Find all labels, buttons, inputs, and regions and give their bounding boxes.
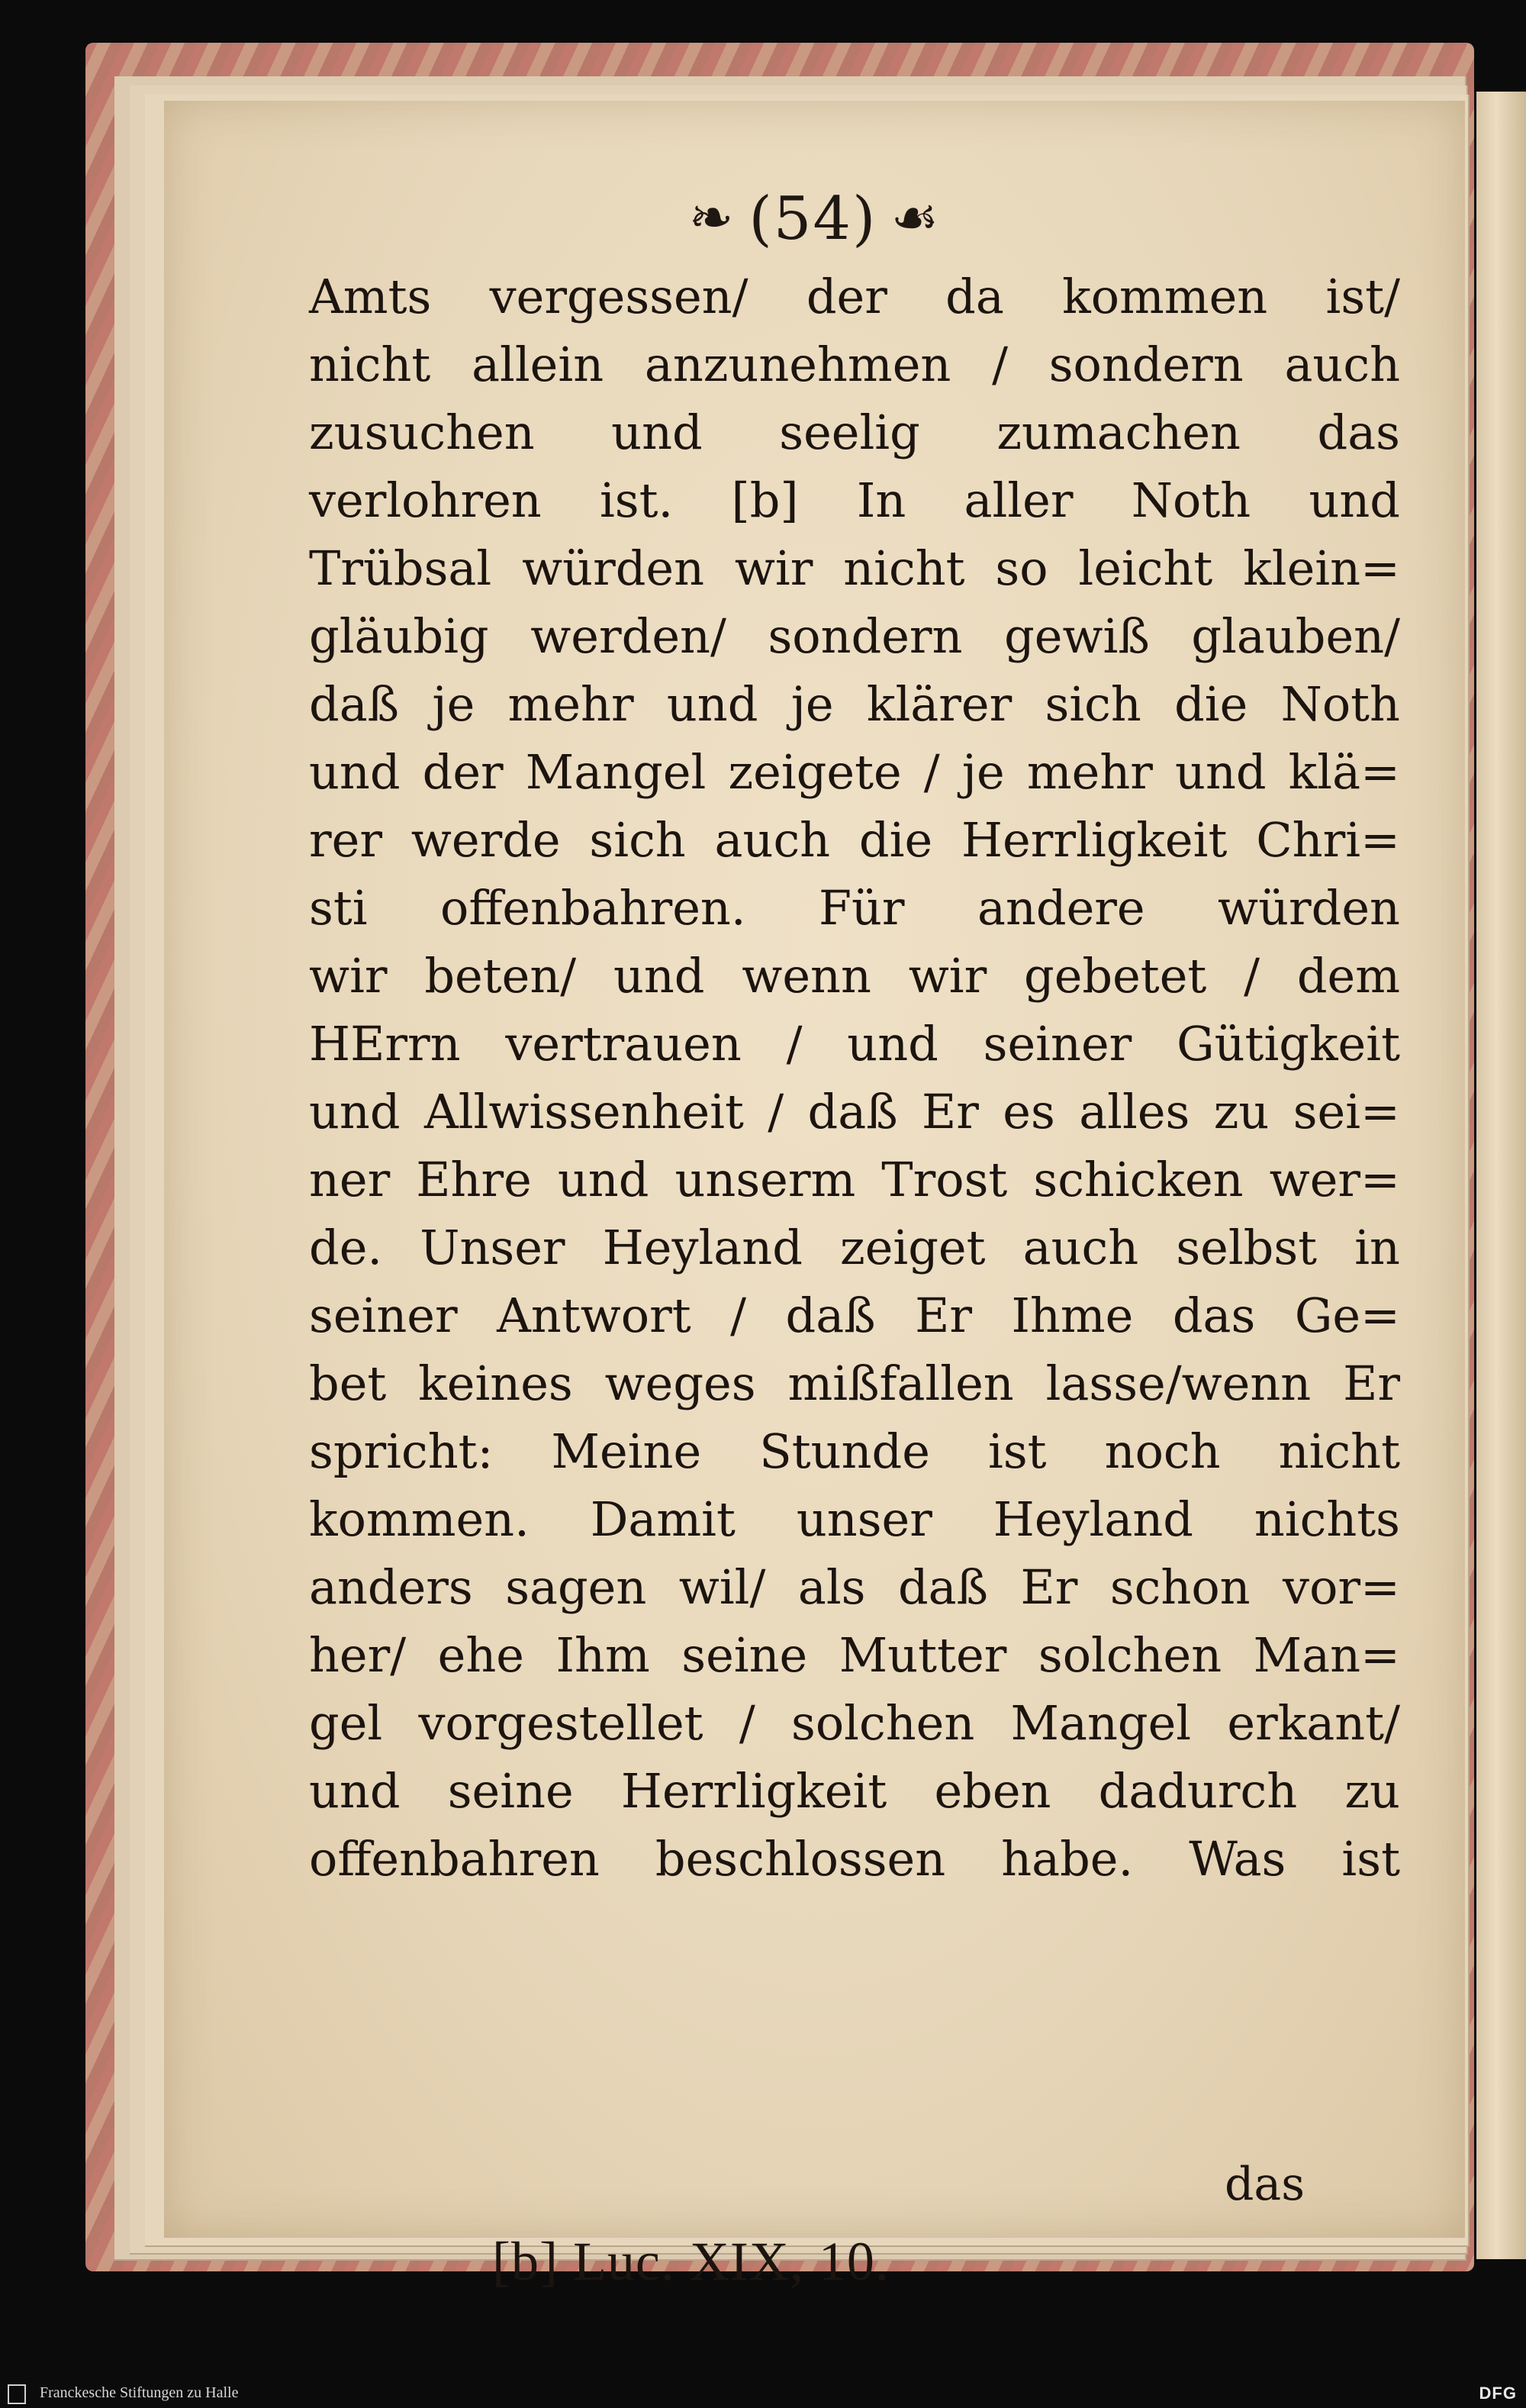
institution-name: Franckesche Stiftungen zu Halle [40, 2384, 239, 2401]
text-line: rer werde sich auch die Herrligkeit Chri= [309, 812, 1400, 868]
text-line: sti offenbahren. Für andere würden [309, 880, 1400, 936]
text-line: gel vorgestellet / solchen Mangel erkant/ [309, 1695, 1400, 1751]
ornament-left-icon: ❧ [688, 186, 736, 249]
text-line: seiner Antwort / daß Er Ihme das Ge= [309, 1288, 1400, 1343]
text-line: her/ ehe Ihm seine Mutter solchen Man= [309, 1627, 1400, 1683]
book-page [164, 101, 1465, 2292]
text-line: offenbahren beschlossen habe. Was ist [309, 1831, 1400, 1887]
text-line: gläubig werden/ sondern gewiß glauben/ [309, 608, 1400, 664]
dfg-logo: DFG [1479, 2384, 1517, 2403]
text-line: wir beten/ und wenn wir gebetet / dem [309, 948, 1400, 1004]
text-line: kommen. Damit unser Heyland nichts [309, 1491, 1400, 1547]
viewer-footer [0, 2381, 1526, 2408]
page-number: (54) [749, 185, 877, 253]
catchword: das [1225, 2158, 1305, 2211]
text-line: de. Unser Heyland zeiget auch selbst in [309, 1220, 1400, 1275]
facing-page-edge [1476, 92, 1526, 2259]
text-line: Amts vergessen/ der da kommen ist/ [309, 269, 1400, 324]
text-line: zusuchen und seelig zumachen das [309, 405, 1400, 460]
text-line: spricht: Meine Stunde ist noch nicht [309, 1423, 1400, 1479]
institution-logo-icon [8, 2384, 26, 2404]
page-header [164, 185, 1465, 253]
text-line: daß je mehr und je klärer sich die Noth [309, 676, 1400, 732]
text-line: anders sagen wil/ als daß Er schon vor= [309, 1559, 1400, 1615]
footnote: [b] Luc. XIX, 10. [492, 2231, 890, 2292]
text-line: und der Mangel zeigete / je mehr und klä= [309, 744, 1400, 800]
text-line: Trübsal würden wir nicht so leicht klein= [309, 540, 1400, 596]
text-line: HErrn vertrauen / und seiner Gütigkeit [309, 1016, 1400, 1072]
ornament-right-icon: ☙ [890, 186, 941, 249]
text-line: bet keines weges mißfallen lasse/wenn Er [309, 1356, 1400, 1411]
text-line: verlohren ist. [b] In aller Noth und [309, 472, 1400, 528]
body-text [309, 263, 1400, 1893]
text-line: und seine Herrligkeit eben dadurch zu [309, 1763, 1400, 1819]
text-line: ner Ehre und unserm Trost schicken wer= [309, 1152, 1400, 1207]
text-line: und Allwissenheit / daß Er es alles zu sei= [309, 1084, 1400, 1140]
text-line: nicht allein anzunehmen / sondern auch [309, 337, 1400, 392]
